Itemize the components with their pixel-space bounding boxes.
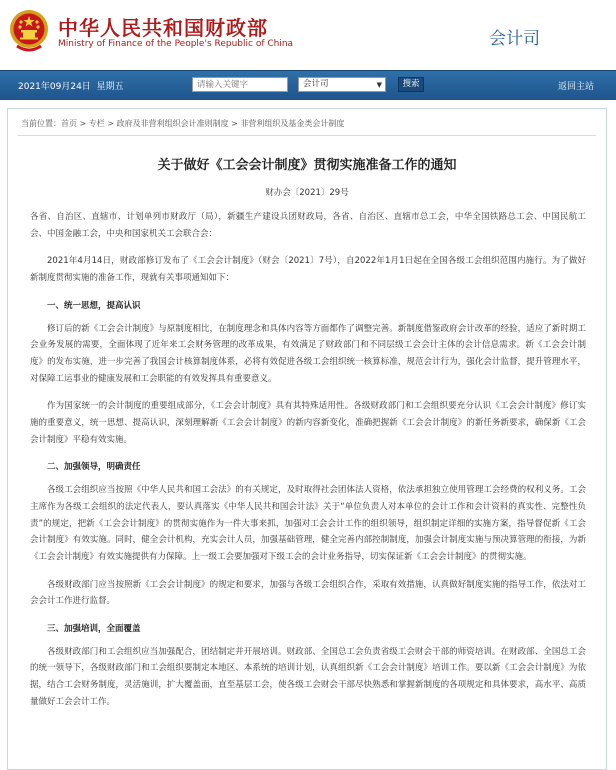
weekday-text: 星期五 [96,82,124,92]
section1-paragraph-2: 作为国家统一的会计制度的重要组成部分，《工会会计制度》具有其特殊适用性。各级财政部门和工会组织要充分认识《工会会计制度》修订实施的重要意义，统一思想、提高认识，深刻理解新《工会会计制度》的新内容新变化，准确把握新《工会会计制度》的新任务新要求，确保新《工会会计制度》平稳有效实施。 [30,401,586,445]
nav-bar [0,70,616,100]
section2-paragraph-1: 各级工会组织应当按照《中华人民共和国工会法》的有关规定，及时取得社会团体法人资格，依法承担独立使用管理工会经费的权利义务。工会主席作为各级工会组织的法定代表人，要认真落实《中华人民共和国会计法》关于“单位负责人对本单位的会计工作和会计资料的真实性、完整性负责”的规定，把新《工会会计制度》的贯彻实施作为一件大事来抓，加强对工会会计工作的组织领导，组织制定详细的实施方案，指导督促新《工会会计制度》有效实施。同时，健全会计机构，充实会计人员，加强基础管理，健全完善内部控制制度，加强会计制度实施与预决算管理的衔接，为新《工会会计制度》有效实施提供有力保障。上一级工会要加强对下级工会的会计业务指导，切实保证新《工会会计制度》的贯彻实施。 [30,485,586,562]
current-date [18,79,124,92]
section1-paragraph-1: 修订后的新《工会会计制度》与原制度相比，在制度理念和具体内容等方面都作了调整完善。新制度借鉴政府会计改革的经验，适应了新时期工会业务发展的需要，全面体现了近年来工会财务管理的改革成果，有效满足了财政部门和不同层级工会会计主体的会计信息需求。新《工会会计制度》的发布实施，进一步完善了我国会计核算制度体系，必将有效促进各级工会组织统一核算标准，规范会计行为，强化会计监督，提升管理水平，对保障工运事业的健康发展和工会职能的有效发挥具有重要意义。 [30,323,586,384]
section-heading-1: 一、统一思想，提高认识 [47,300,141,311]
article-container [7,108,607,770]
section-heading-2: 二、加强领导，明确责任 [47,462,141,473]
chevron-down-icon: ▼ [376,81,382,89]
site-name-en: Ministry of Finance of the People's Republic of China [58,39,294,49]
search-scope-select[interactable] [298,77,386,92]
site-name-cn[interactable]: 中华人民共和国财政部 [58,16,268,40]
section-heading-3: 三、加强培训，全面覆盖 [47,624,141,635]
article-title: 关于做好《工会会计制度》贯彻实施准备工作的通知 [157,158,457,173]
department-name: 会计司 [489,29,540,49]
salutation: 各省、自治区、直辖市、计划单列市财政厅（局），新疆生产建设兵团财政局，各省、自治区、直辖市总工会，中华全国铁路总工会、中国民航工会、中国金融工会，中央和国家机关工会联合会： [30,212,586,239]
search-input[interactable] [192,77,288,92]
breadcrumb[interactable]: 当前位置：首页 > 专栏 > 政府及非营利组织会计准则制度 > 非营利组织及基金类会计制度 [21,119,345,128]
intro-paragraph: 2021年4月14日，财政部修订发布了《工会会计制度》（财会〔2021〕7号），自2022年1月1日起在全国各级工会组织范围内施行。为了做好新制度贯彻实施的准备工作，现就有关事项通知如下： [30,256,586,284]
document-number: 财办会〔2021〕29号 [265,188,349,198]
national-emblem-icon[interactable] [9,8,49,54]
section3-paragraph-1: 各级财政部门和工会组织应当加强配合，团结制定并开展培训。财政部、全国总工会负责省级工会财会干部的师资培训。在财政部、全国总工会的统一领导下，各级财政部门和工会组织要制定本地区、本系统的培训计划，认真组织新《工会会计制度》培训工作。要以新《工会会计制度》为依据，结合工会财务制度，灵活施训，扩大覆盖面，直至基层工会，使各级工会财会干部尽快熟悉和掌握新制度的各项规定和具体要求，高水平、高质量做好工会会计工作。 [30,646,586,707]
search-scope-value: 会计司 [303,79,329,89]
home-link[interactable]: 返回主站 [557,82,594,92]
article-body [30,209,586,722]
site-header [0,0,616,70]
section2-paragraph-2: 各级财政部门应当按照新《工会会计制度》的规定和要求，加强与各级工会组织合作，采取有效措施，认真做好制度实施的指导工作，依法对工会会计工作进行监督。 [30,579,586,607]
date-text: 2021年09月24日 [18,82,91,92]
breadcrumb-divider [18,135,596,136]
search-button[interactable]: 搜索 [398,77,424,92]
